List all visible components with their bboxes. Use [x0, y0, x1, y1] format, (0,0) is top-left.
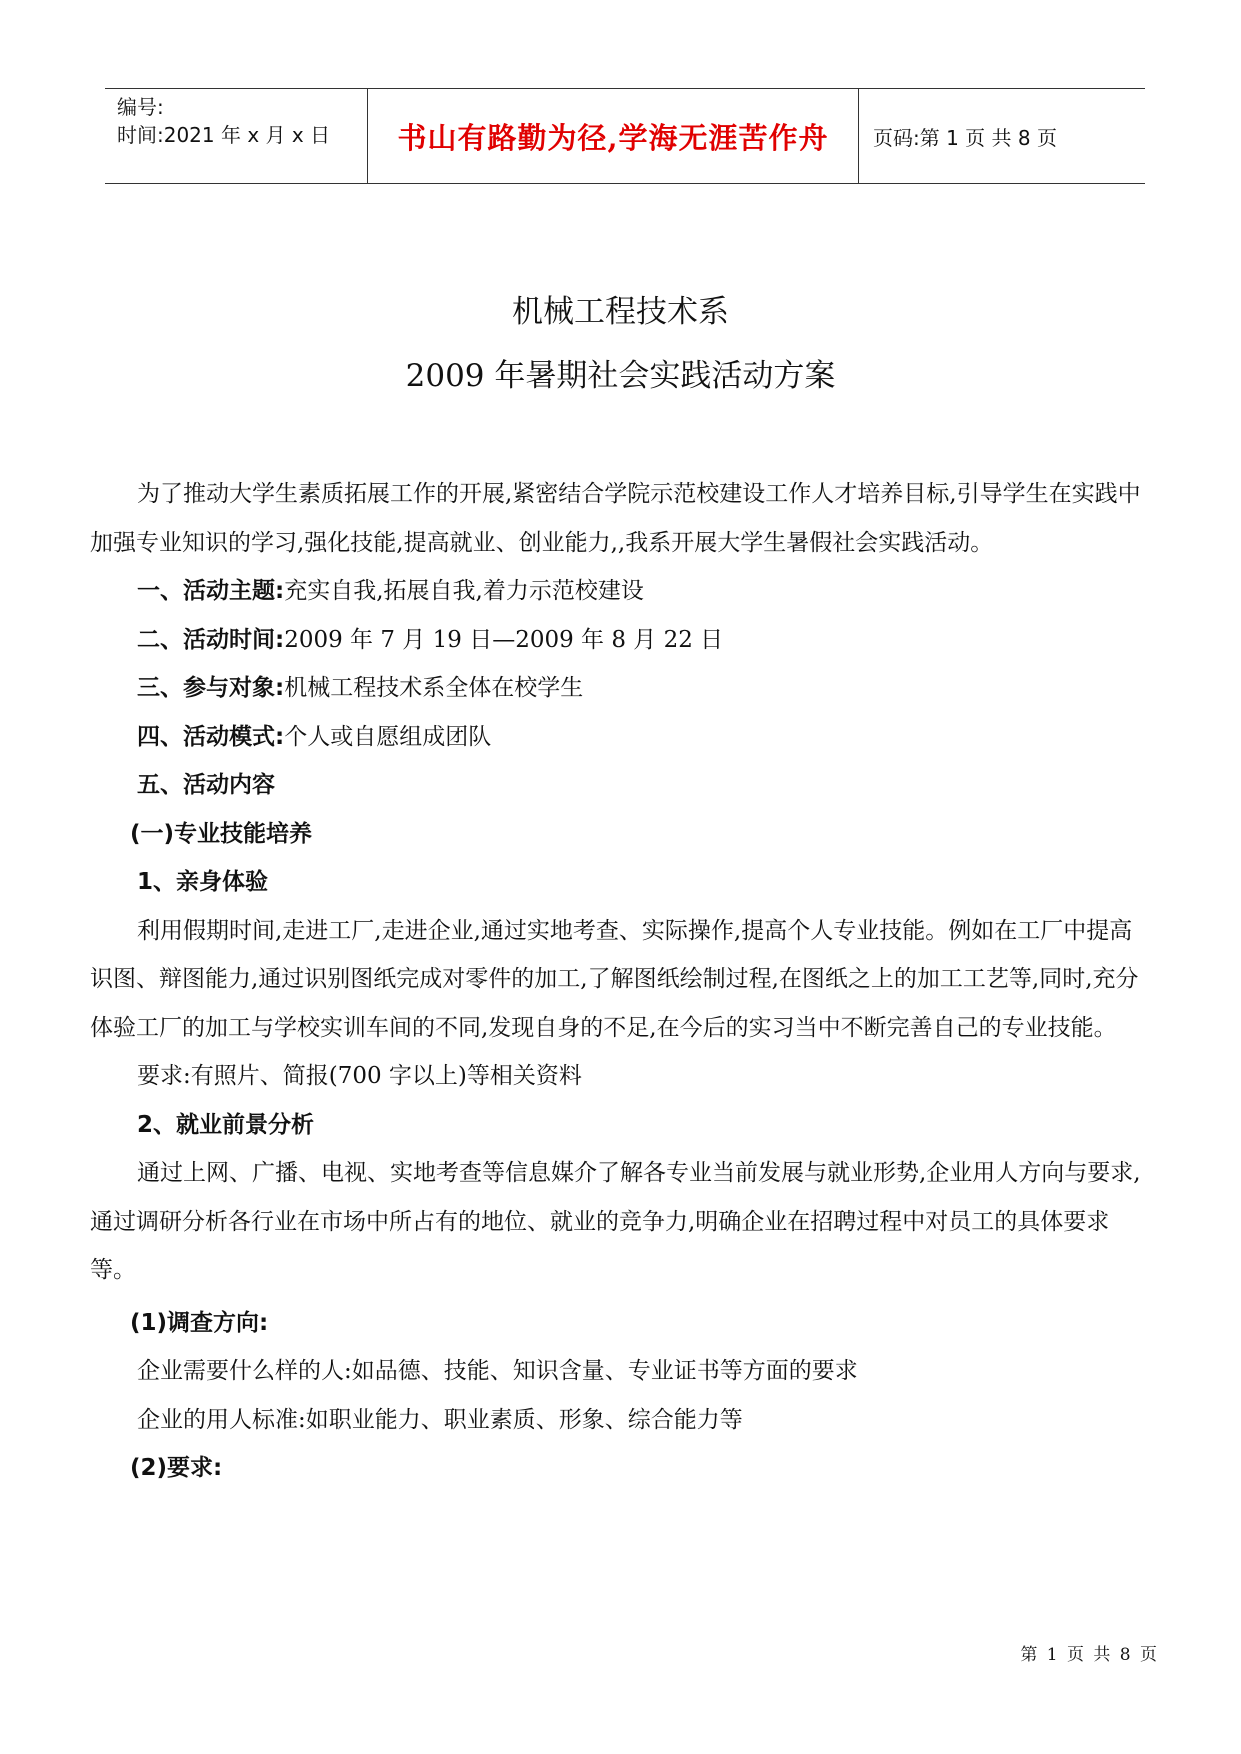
section-mode-text: 个人或自愿组成团队 [284, 723, 492, 750]
section-mode-label: 四、活动模式: [137, 723, 285, 750]
section-theme [90, 567, 1150, 616]
document-header [105, 88, 1145, 184]
number-label: 编号: [117, 95, 164, 119]
header-meta [105, 89, 367, 183]
section-participants [90, 664, 1150, 713]
document-body [90, 470, 1150, 1493]
item-employment-text: 通过上网、广播、电视、实地考查等信息媒介了解各专业当前发展与就业形势,企业用人方向与要求,通过调研分析各行业在市场中所占有的地位、就业的竞争力,明确企业在招聘过程中对员工的具体要求等。 [90, 1160, 1141, 1283]
item-experience-heading: 1、亲身体验 [137, 869, 269, 895]
section-participants-label: 三、参与对象: [137, 675, 285, 701]
document-subtitle: 2009 年暑期社会实践活动方案 [405, 358, 836, 394]
section-theme-label: 一、活动主题: [137, 578, 285, 604]
page-footer: 第 1 页 共 8 页 [1020, 1645, 1159, 1665]
section-content-heading: 五、活动内容 [137, 772, 275, 798]
requirement-heading: (2)要求: [130, 1455, 223, 1481]
header-motto: 书山有路勤为径,学海无涯苦作舟 [367, 89, 859, 183]
survey-direction-1: 企业需要什么样的人:如品德、技能、知识含量、专业证书等方面的要求 [137, 1358, 858, 1384]
section-theme-text: 充实自我,拓展自我,着力示范校建设 [284, 578, 644, 604]
section-time-label: 二、活动时间: [137, 626, 285, 653]
document-title: 机械工程技术系 [512, 294, 729, 330]
section-participants-text: 机械工程技术系全体在校学生 [284, 675, 584, 701]
survey-direction-2: 企业的用人标准:如职业能力、职业素质、形象、综合能力等 [137, 1406, 743, 1433]
section-mode [90, 713, 1150, 762]
survey-direction-heading: (1)调查方向: [130, 1309, 269, 1336]
time-label: 时间:2021 年 x 月 x 日 [117, 123, 331, 147]
item-experience-requirement: 要求:有照片、简报(700 字以上)等相关资料 [137, 1063, 582, 1089]
section-time-text: 2009 年 7 月 19 日—2009 年 8 月 22 日 [284, 626, 724, 653]
item-experience-text: 利用假期时间,走进工厂,走进企业,通过实地考查、实际操作,提高个人专业技能。例如在工厂中提高识图、辩图能力,通过识别图纸完成对零件的加工,了解图纸绘制过程,在图纸之上的加工工艺等,同时,充分体验工厂的加工与学校实训车间的不同,发现自身的不足,在今后的实习当中不断完善自己的专业技能。 [90, 917, 1139, 1041]
section-time [90, 616, 1150, 665]
item-employment-heading: 2、就业前景分析 [137, 1111, 315, 1138]
intro-paragraph: 为了推动大学生素质拓展工作的开展,紧密结合学院示范校建设工作人才培养目标,引导学生在实践中加强专业知识的学习,强化技能,提高就业、创业能力,,我系开展大学生暑假社会实践活动。 [90, 481, 1141, 556]
subsection-skills-heading: (一)专业技能培养 [130, 820, 313, 847]
header-page-info: 页码:第 1 页 共 8 页 [873, 125, 1057, 150]
